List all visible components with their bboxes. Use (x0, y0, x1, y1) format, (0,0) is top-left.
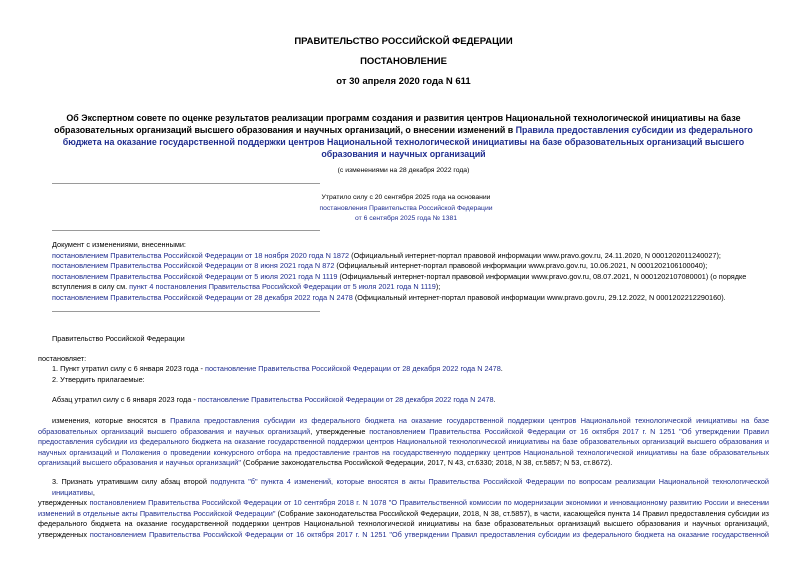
amendment-link[interactable]: постановлением Правительства Российской Федерации от 8 июня 2021 года N 872 (52, 261, 335, 270)
title-line: Об Экспертном совете по оценке результатов реализации программ создания и развития центров Национальной технологической инициативы на базе (66, 113, 741, 123)
resolution-link[interactable]: постановлением Правительства Российской Федерации от 16 октября 2017 г. N 1251 "Об утверждении Правил (369, 426, 769, 436)
document-title (20, 112, 787, 160)
government-label: Правительство Российской Федерации (52, 334, 185, 343)
resolves-label: постановляет: (38, 354, 87, 363)
paragraph-line (38, 498, 769, 509)
resolution-link[interactable]: предоставления субсидии из федерального бюджета на оказание государственной поддержки центров Национальной технологической инициативы на базе образовательных организаций высшего образования и (38, 437, 769, 446)
amendment-source: ); (435, 282, 441, 291)
resolution-link[interactable]: постановлением Правительства Российской Федерации от 10 сентября 2018 г. N 1078 "О Правительственной комиссии по модернизации экономики и инновационному развитию России и внесении (89, 498, 769, 507)
paragraph-line (38, 509, 769, 520)
paragraph-line (38, 416, 769, 427)
paragraph-text: 3. Признать утратившим силу абзац второй (52, 477, 211, 486)
rules-link[interactable]: образовательных организаций высшего образования и научных организаций (38, 426, 311, 436)
resolution-link[interactable]: организаций высшего образования и научных организаций" (38, 458, 241, 467)
clause-link[interactable]: постановление Правительства Российской Федерации от 28 декабря 2022 года N 2478 (205, 364, 501, 373)
paragraph-text: (Собрание законодательства Российской Федерации, 2018, N 38, ст.5857), в части, касающейся пункта 14 Правил предоставления субсидии из (275, 508, 770, 518)
resolution-link[interactable]: изменений в отдельные акты Правительства Российской Федерации" (38, 508, 276, 518)
changes-paragraph (38, 416, 769, 469)
amendment-source: (Официальный интернет-портал правовой информации www.pravo.gov.ru, 10.06.2021, N 0001202106100040); (334, 261, 708, 270)
paragraph-text: утвержденных (38, 529, 90, 539)
paragraph-text: , утвержденные (310, 426, 370, 436)
amendment-item (52, 282, 767, 293)
paragraph-repealed (52, 395, 496, 406)
paragraph-text: утвержденных (38, 498, 90, 507)
repeal-resolution-link[interactable]: от 6 сентября 2025 года № 1381 (354, 215, 458, 222)
amendment-source: (Официальный интернет-портал правовой информации www.pravo.gov.ru, 29.12.2022, N 0001202212290160). (352, 292, 726, 302)
clause-link[interactable]: постановление Правительства Российской Федерации от 28 декабря 2022 года N 2478 (197, 395, 494, 404)
resolution-link[interactable]: научных организаций и Положения о проведении конкурсного отбора на предоставление грантов на государственную поддержку центров Национальной технологической инициативы на базе образовательных (38, 447, 769, 457)
repeal-notice (290, 193, 522, 225)
clause-text: Абзац утратил силу с 6 января 2023 года - (52, 395, 198, 404)
divider (52, 311, 320, 312)
changes-link[interactable]: подпункта "б" пункта 4 изменений, которые вносятся в акты Правительства Российской Федерации по вопросам реализации Национальной технологической инициативы (52, 477, 770, 497)
edition-note: (с изменениями на 28 декабря 2022 года) (337, 167, 470, 174)
amendment-source: (Официальный интернет-портал правовой информации www.pravo.gov.ru, 24.11.2020, N 0001202011240027); (349, 250, 721, 260)
clause-2: 2. Утвердить прилагаемые: (52, 375, 145, 384)
document-type: ПОСТАНОВЛЕНИЕ (360, 56, 447, 67)
divider (52, 183, 320, 184)
paragraph-text: (Собрание законодательства Российской Федерации, 2017, N 43, ст.6330; 2018, N 38, ст.5857; N 53, ст.8672). (240, 458, 613, 467)
paragraph-line (38, 530, 769, 541)
amendment-item (52, 272, 767, 283)
amendments-intro: Документ с изменениями, внесенными: (52, 240, 186, 249)
title-line[interactable]: образования и научных организаций (321, 149, 486, 159)
repeal-resolution-link[interactable]: постановления Правительства Российской Федерации (319, 204, 493, 212)
clause-3 (38, 477, 769, 540)
title-line[interactable]: бюджета на оказание государственной поддержки центров Национальной технологической инициативы на базе образовательных организаций высшего (62, 137, 745, 147)
amendment-source: вступления в силу см. (52, 282, 130, 291)
amendment-source: (Официальный интернет-портал правовой информации www.pravo.gov.ru, 08.07.2021, N 0001202107080001) (о порядке (337, 271, 747, 281)
amendment-link[interactable]: пункт 4 постановления Правительства Российской Федерации от 5 июля 2021 года N 1119 (129, 282, 436, 291)
clause-text: . (493, 395, 496, 404)
title-rules-link[interactable]: Правила предоставления субсидии из федерального (515, 125, 753, 135)
paragraph-line (38, 458, 769, 469)
divider (52, 230, 320, 231)
amendment-item (52, 261, 767, 272)
clause-1 (52, 364, 503, 375)
resolution-link[interactable]: постановлением Правительства Российской Федерации от 16 октября 2017 г. N 1251 "Об утверждении Правил предоставления субсидии из федерального бюджета на оказание государственной (89, 529, 769, 539)
amendment-link[interactable]: постановлением Правительства Российской Федерации от 5 июля 2021 года N 1119 (52, 271, 338, 281)
paragraph-line (38, 477, 769, 498)
paragraph-line: федерального бюджета на оказание государственной поддержки центров Национальной технологической инициативы на базе образовательных организаций высшего образования и научных организаций, (38, 519, 769, 528)
repeal-line: Утратило силу с 20 сентября 2025 года на основании (321, 194, 491, 201)
amendment-link[interactable]: постановлением Правительства Российской Федерации от 28 декабря 2022 года N 2478 (52, 292, 353, 302)
document-date-number: от 30 апреля 2020 года N 611 (336, 76, 471, 87)
clause-text: 1. Пункт утратил силу с 6 января 2023 года - (52, 364, 205, 373)
amendment-link[interactable]: постановлением Правительства Российской Федерации от 18 ноября 2020 года N 1872 (52, 250, 350, 260)
title-text: образовательных организаций высшего образования и научных организаций, о внесении изменений в (54, 125, 516, 135)
paragraph-text: , (92, 487, 95, 497)
amendment-item (52, 251, 767, 262)
rules-link[interactable]: Правила предоставления субсидии из федерального бюджета на оказание государственной поддержки центров Национальной технологической инициативы на базе (170, 416, 770, 425)
paragraph-line (38, 427, 769, 438)
amendment-item (52, 293, 767, 304)
clause-text: . (500, 364, 503, 373)
amendments-list (52, 240, 767, 303)
title-line (20, 124, 787, 136)
government-name: ПРАВИТЕЛЬСТВО РОССИЙСКОЙ ФЕДЕРАЦИИ (294, 36, 513, 47)
paragraph-text: изменения, которые вносятся в (52, 416, 171, 425)
